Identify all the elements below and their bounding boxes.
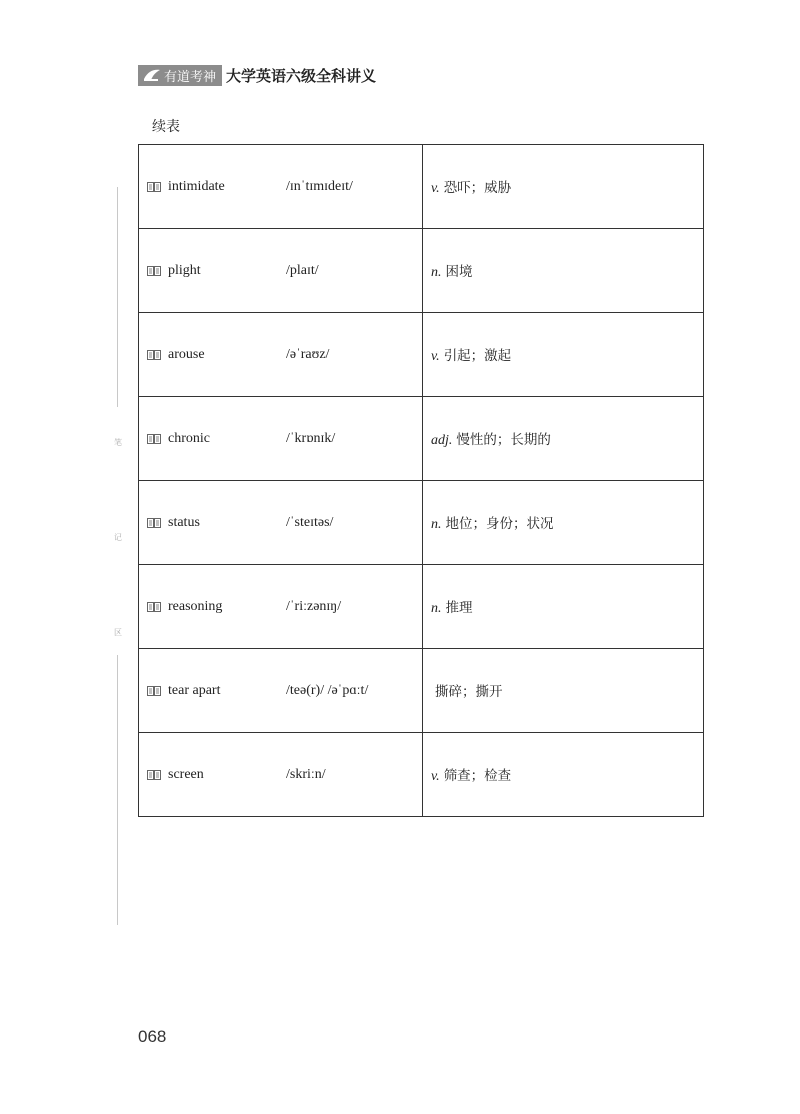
word-cell [139, 733, 423, 817]
vocab-row [139, 649, 704, 733]
vocab-row [139, 733, 704, 817]
vocab-word: arouse [168, 346, 205, 362]
meaning-cell [423, 145, 704, 229]
word-cell [139, 313, 423, 397]
vocab-word: chronic [168, 430, 210, 446]
vocab-meaning [423, 344, 703, 365]
open-book-icon [147, 518, 161, 528]
book-title: 大学英语六级全科讲义 [226, 66, 377, 85]
notes-rail-char-2: 记 [114, 533, 122, 542]
part-of-speech: n. [431, 265, 442, 280]
vocab-word: plight [168, 262, 201, 278]
vocab-phonetic: /ˈsteɪtəs/ [286, 514, 334, 530]
vocab-row [139, 481, 704, 565]
open-book-icon [147, 770, 161, 780]
vocab-phonetic: /skriːn/ [286, 766, 326, 782]
definition-text: 引起；激起 [443, 348, 512, 364]
word-cell [139, 229, 423, 313]
open-book-icon [147, 266, 161, 276]
vocab-meaning [423, 764, 703, 785]
vocab-phonetic: /ɪnˈtɪmɪdeɪt/ [286, 178, 353, 194]
meaning-cell [423, 481, 704, 565]
meaning-cell [423, 397, 704, 481]
vocab-meaning [423, 260, 703, 281]
brand-badge [138, 65, 222, 86]
open-book-icon [147, 602, 161, 612]
notes-rail-line-top [117, 187, 118, 407]
vocab-meaning [423, 428, 703, 449]
notes-rail-char-3: 区 [114, 628, 122, 637]
vocab-phonetic: /teə(r)/ /əˈpɑːt/ [286, 682, 369, 698]
page-header [138, 64, 376, 86]
definition-text: 困境 [445, 264, 473, 280]
word-cell [139, 481, 423, 565]
vocab-row [139, 145, 704, 229]
part-of-speech: v. [431, 181, 440, 196]
definition-text: 慢性的；长期的 [456, 432, 551, 448]
brand-logo-icon [142, 67, 162, 83]
open-book-icon [147, 350, 161, 360]
vocab-meaning [423, 512, 703, 533]
vocab-row [139, 313, 704, 397]
open-book-icon [147, 686, 161, 696]
vocab-word: reasoning [168, 598, 223, 614]
brand-name: 有道考神 [164, 69, 217, 85]
notes-rail-char-1: 笔 [114, 438, 122, 447]
open-book-icon [147, 434, 161, 444]
word-cell [139, 565, 423, 649]
vocabulary-table [138, 144, 704, 817]
word-cell [139, 397, 423, 481]
notes-rail-line-bottom [117, 655, 118, 925]
meaning-cell [423, 649, 704, 733]
vocab-row [139, 229, 704, 313]
meaning-cell [423, 229, 704, 313]
part-of-speech: n. [431, 601, 442, 616]
meaning-cell [423, 313, 704, 397]
vocab-phonetic: /ˈriːzənɪŋ/ [286, 598, 342, 614]
definition-text: 筛查；检查 [443, 768, 512, 784]
part-of-speech: v. [431, 349, 440, 364]
definition-text: 撕碎；撕开 [435, 684, 503, 700]
vocab-phonetic: /plaɪt/ [286, 262, 319, 278]
vocab-meaning [423, 176, 703, 197]
continued-label: 续表 [152, 119, 180, 135]
vocab-word: status [168, 514, 200, 530]
vocab-word: tear apart [168, 682, 221, 698]
part-of-speech: n. [431, 517, 442, 532]
vocab-word: intimidate [168, 178, 225, 194]
definition-text: 地位；身份；状况 [445, 516, 554, 532]
vocab-row [139, 397, 704, 481]
page-number: 068 [138, 1027, 167, 1046]
definition-text: 推理 [445, 600, 473, 616]
vocab-phonetic: /ˈkrɒnɪk/ [286, 430, 336, 446]
part-of-speech: v. [431, 769, 440, 784]
meaning-cell [423, 733, 704, 817]
vocab-phonetic: /əˈraʊz/ [286, 346, 330, 362]
word-cell [139, 145, 423, 229]
part-of-speech: adj. [431, 433, 453, 448]
vocab-row [139, 565, 704, 649]
vocab-word: screen [168, 766, 204, 782]
vocab-meaning [423, 596, 703, 617]
definition-text: 恐吓；威胁 [443, 180, 512, 196]
open-book-icon [147, 182, 161, 192]
word-cell [139, 649, 423, 733]
meaning-cell [423, 565, 704, 649]
vocab-meaning [423, 680, 703, 701]
